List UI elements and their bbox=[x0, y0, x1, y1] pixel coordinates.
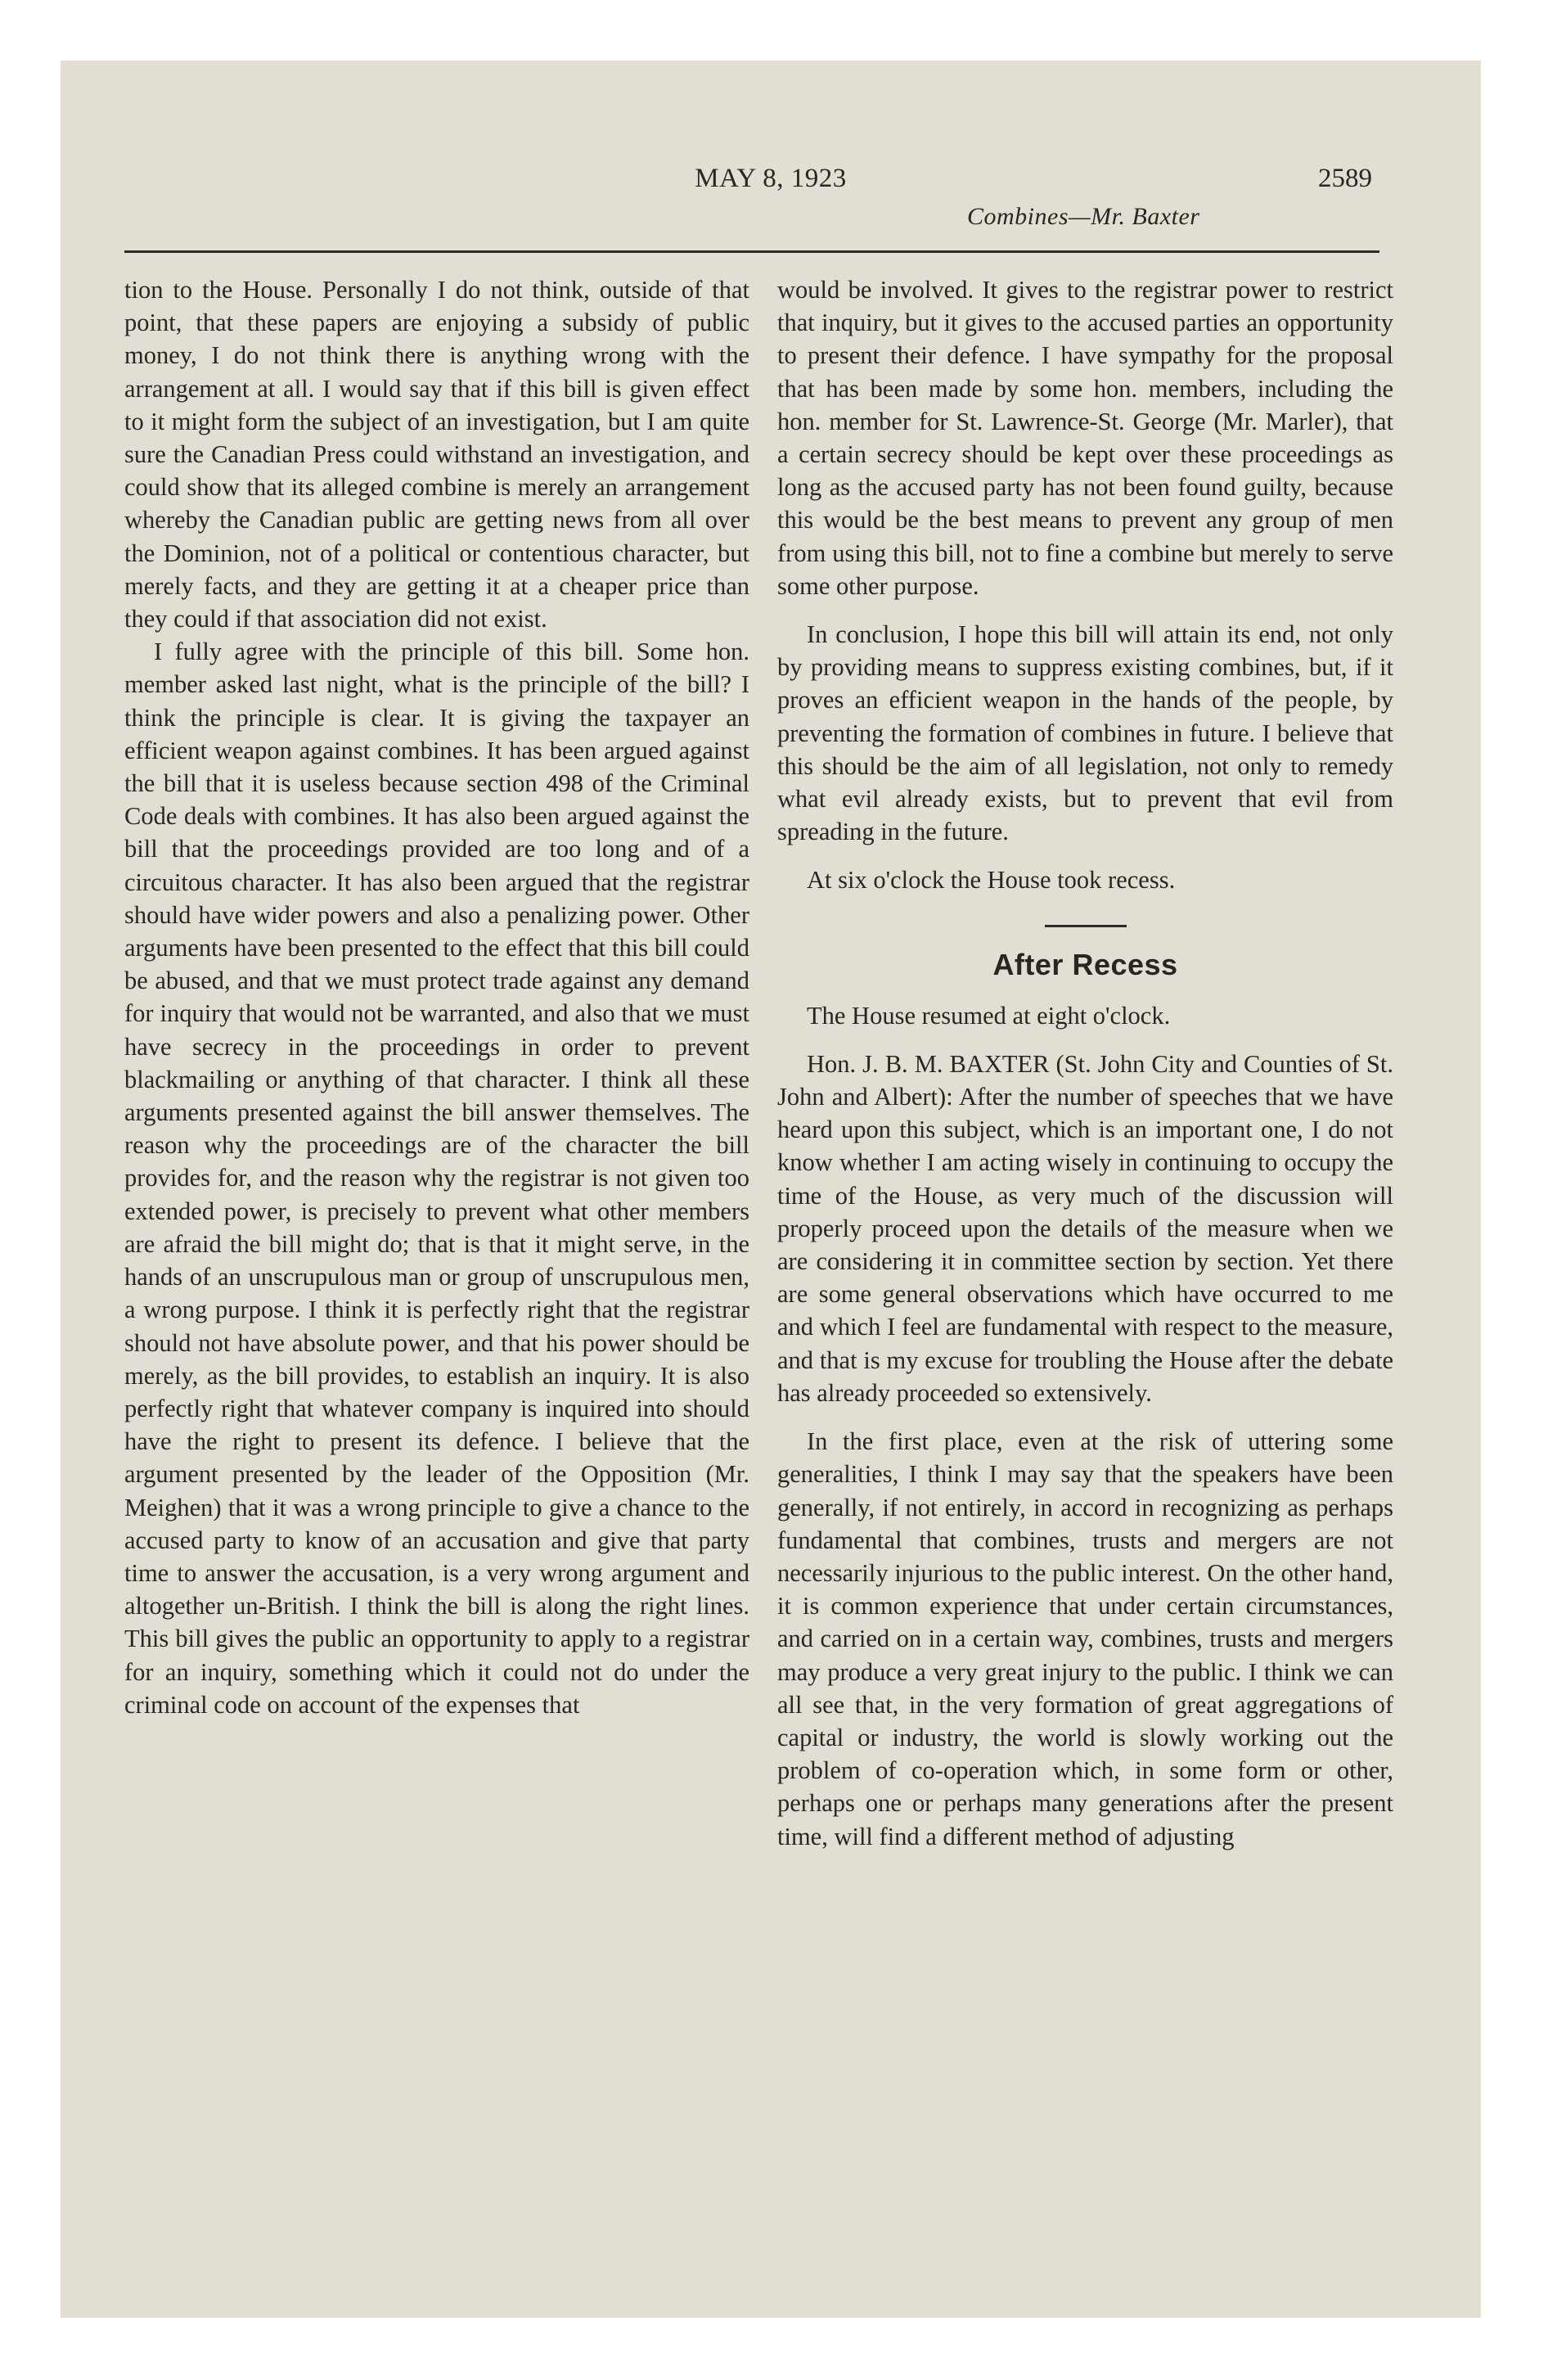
speech-text: After the number of speeches that we have heard upon this subject, which is an important one, I do not know whether I am acting wisely in continuing to occupy the time of the House, as very much of the discussion will properly proceed upon the details of the measure when we are considering it in committee section by section. Yet there are some general observations which have occurred to me and which I feel are fundamental with respect to the measure, and that is my excuse for troubling the House after the debate has already proceeded so extensively. bbox=[777, 1083, 1393, 1407]
paragraph: In the first place, even at the risk of uttering some generalities, I think I may say that the speakers have been generally, if not entirely, in accord in recognizing as perhaps fundamental that combines, trusts and mergers are not necessarily injurious to the public interest. On the other hand, it is common experience that under certain circumstances, and carried on in a certain way, combines, trusts and mergers may produce a very great injury to the public. I think we can all see that, in the very formation of great aggregations of capital or industry, the world is slowly working out the problem of co-operation which, in some form or other, perhaps one or perhaps many generations after the present time, will find a different method of adjusting bbox=[777, 1427, 1393, 1850]
left-column bbox=[124, 273, 749, 1721]
recess-note: At six o'clock the House took recess. bbox=[807, 866, 1176, 895]
page-header bbox=[61, 164, 1481, 230]
header-rule bbox=[124, 250, 1379, 253]
header-date: MAY 8, 1923 bbox=[695, 164, 847, 193]
paragraph: I fully agree with the principle of this bill. Some hon. member asked last night, what is the principle of the bill? I think the principle is clear. It is giving the taxpayer an efficient weapon against combines. It has been argued against the bill that it is useless because section 498 of the Criminal Code deals with combines. It has also been argued against the bill that the proceedings provided are too long and of a circuitous character. It has also been argued that the registrar should have wider powers and also a penalizing power. Other arguments have been presented to the effect that this bill could be abused, and that we must protect trade against any demand for inquiry that would not be warranted, and also that we must have secrecy in the proceedings in order to prevent blackmailing or anything of that character. I think all these arguments presented against the bill answer themselves. The reason why the proceedings are of the character the bill provides for, and the reason why the registrar is not given too extended power, is precisely to prevent what other members are afraid the bill might do; that is that it might serve, in the hands of an unscrupulous man or group of unscrupulous men, a wrong purpose. I think it is perfectly right that the registrar should not have absolute power, and that his power should be merely, as the bill provides, to establish an inquiry. It is also perfectly right that whatever company is inquired into should have the right to present its defence. I believe that the argument presented by the leader of the Opposition (Mr. Meighen) that it was a wrong principle to give a chance to the accused party to know of an accusation and give that party time to answer the accusation, is a very wrong argument and altogether un-British. I think the bill is along the right lines. This bill gives the public an opportunity to apply to a registrar for an inquiry, something which it could not do under the criminal code on account of the expenses that bbox=[124, 638, 749, 1719]
page-number: 2589 bbox=[1318, 164, 1372, 193]
speech-paragraph bbox=[777, 1048, 1393, 1409]
speaker-name: Hon. J. B. M. BAXTER (St. John City and Counties of St. John and Albert): bbox=[777, 1049, 1393, 1111]
section-heading: After Recess bbox=[992, 947, 1178, 981]
resumed-note: The House resumed at eight o'clock. bbox=[807, 1001, 1171, 1030]
section-divider bbox=[1045, 925, 1127, 927]
running-title: Combines—Mr. Baxter bbox=[967, 203, 1200, 230]
right-column bbox=[777, 273, 1393, 1853]
paragraph: would be involved. It gives to the registrar power to restrict that inquiry, but it gives to the accused parties an opportunity to present their defence. I have sympathy for the proposal that has been made by some hon. members, including the hon. member for St. Lawrence-St. George (Mr. Marler), that a certain secrecy should be kept over these proceedings as long as the accused party has not been found guilty, because this would be the best means to prevent any group of men from using this bill, not to fine a combine but merely to serve some other purpose. bbox=[777, 276, 1393, 600]
paragraph: In conclusion, I hope this bill will attain its end, not only by providing means to suppress existing combines, but, if it proves an efficient weapon in the hands of the people, by preventing the formation of combines in future. I believe that this should be the aim of all legislation, not only to remedy what evil already exists, but to prevent that evil from spreading in the future. bbox=[777, 620, 1393, 846]
paragraph: tion to the House. Personally I do not think, outside of that point, that these papers are enjoying a subsidy of public money, I do not think there is anything wrong with the arrangement at all. I would say that if this bill is given effect to it might form the subject of an investigation, but I am quite sure the Canadian Press could withstand an investigation, and could show that its alleged combine is merely an arrangement whereby the Canadian public are getting news from all over the Dominion, not of a political or contentious character, but merely facts, and they are getting it at a cheaper price than they could if that association did not exist. bbox=[124, 276, 749, 633]
